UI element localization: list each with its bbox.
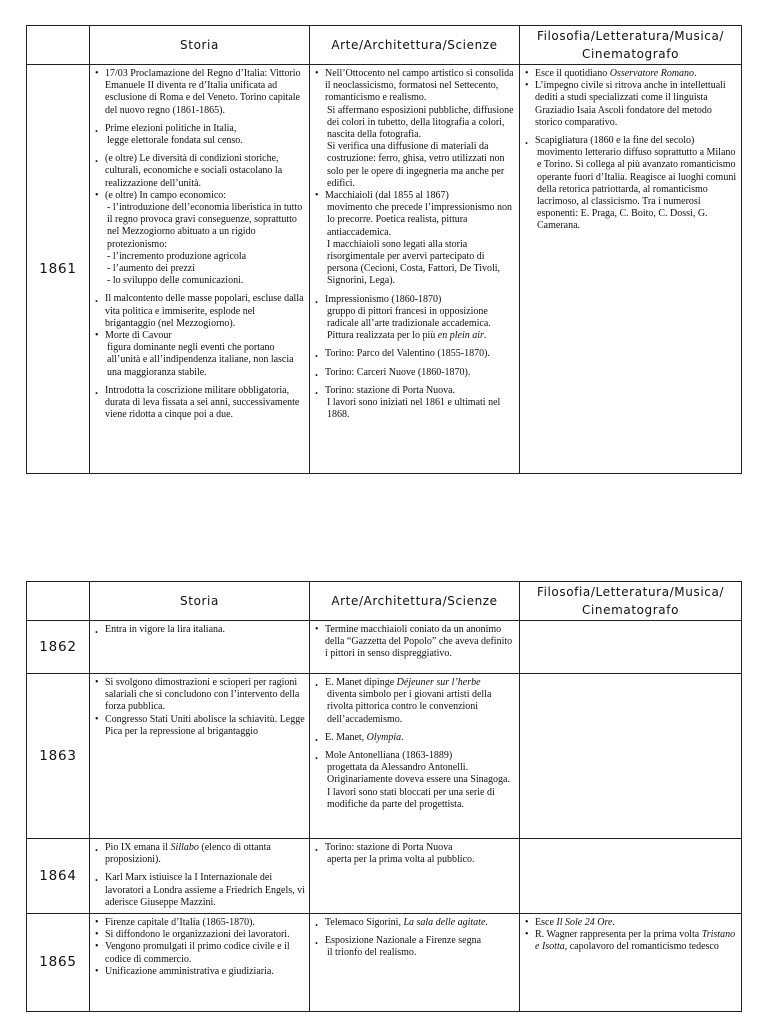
entry-title: . Scapigliatura (1860 e la fine del secolo)	[535, 135, 695, 147]
entry-title: . Torino: stazione di Porta Nuova	[325, 842, 453, 853]
entry-title: . Telemaco Sigorini, La sala delle agitate.	[325, 917, 488, 928]
list-item	[524, 917, 737, 929]
entry-text: - l’introduzione dell’economia liberistica in tutto il regno provoca gravi conseguenze, soprattutto nel Mezzogiorno abituato a un rigido protezionismo: - l’incremento produzione agricola - l’aumento dei prezzi - lo sviluppo delle comunicazioni.	[107, 202, 303, 287]
entry-text: aperta per la prima volta al pubblico.	[327, 854, 475, 866]
header-filosofia: Filosofia/Letteratura/Musica/ Cinematografo	[520, 582, 742, 621]
list-item	[94, 941, 305, 965]
entry-list	[94, 68, 305, 421]
table-row	[27, 674, 742, 839]
entry-title: • L’impegno civile si ritrova anche in intellettuali dediti a studi specializzati come il linguista Graziadio Isaia Ascoli fondatore del metodo storico comparativo.	[535, 80, 726, 128]
list-item	[314, 732, 515, 744]
entry-title: • Si svolgono dimostrazioni e scioperi per ragioni salariali che si concludono con l’intervento della forza pubblica.	[105, 677, 300, 713]
entry-title: • Firenze capitale d’Italia (1865-1870).	[105, 917, 255, 928]
entry-list	[314, 842, 515, 866]
list-item	[94, 385, 305, 422]
entry-title: . Entra in vigore la lira italiana.	[105, 624, 225, 635]
list-item	[94, 68, 305, 117]
table-row	[27, 621, 742, 674]
list-item	[314, 68, 515, 190]
entry-text: diventa simbolo per i giovani artisti della rivolta pittorica contro le convenzioni dell’accademismo.	[327, 689, 492, 725]
entry-text: I lavori sono iniziati nel 1861 e ultimati nel 1868.	[327, 397, 501, 421]
list-item	[314, 190, 515, 288]
header-year-cell	[27, 582, 90, 621]
table-row	[27, 839, 742, 914]
entry-title: • Esce il quotidiano Osservatore Romano.	[535, 68, 697, 79]
entry-title: • Unificazione amministrativa e giudiziaria.	[105, 965, 274, 977]
header-storia: Storia	[90, 26, 310, 65]
entry-title: • (e oltre) In campo economico:	[105, 189, 227, 201]
entry-text: il trionfo del realismo.	[327, 947, 417, 959]
entry-title: . E. Manet dipinge Déjeuner sur l’herbe	[325, 677, 481, 688]
list-item	[94, 123, 305, 147]
entry-title: . E. Manet, Olympia.	[325, 731, 404, 743]
list-item	[524, 68, 737, 80]
entry-title: . Torino: Carceri Nuove (1860-1870).	[325, 366, 471, 378]
storia-cell	[90, 65, 310, 474]
timeline-table-1861	[26, 25, 742, 474]
list-item	[94, 917, 305, 929]
entry-list	[314, 68, 515, 421]
header-filosofia: Filosofia/Letteratura/Musica/ Cinematografo	[520, 26, 742, 65]
entry-title: • Macchiaioli (dal 1855 al 1867)	[325, 190, 449, 202]
timeline-table-1862-1865	[26, 581, 742, 1012]
list-item	[314, 367, 515, 379]
entry-title: • Termine macchiaioli coniato da un anonimo della “Gazzetta del Popolo” che aveva definito i pittori in senso dispreggiativo.	[325, 624, 513, 660]
entry-list	[94, 842, 305, 909]
arte-cell	[310, 65, 520, 474]
header-arte: Arte/Architettura/Scienze	[310, 26, 520, 65]
entry-list	[94, 677, 305, 738]
entry-title: • R. Wagner rappresenta per la prima volta Tristano e Isotta, capolavoro del romanticismo tedesco	[535, 929, 736, 953]
list-item	[94, 929, 305, 941]
year-cell: 1864	[27, 839, 90, 914]
list-item	[94, 842, 305, 866]
filosofia-cell	[520, 839, 742, 914]
entry-title: . Pio IX emana il Sillabo (elenco di ottanta proposizioni).	[105, 842, 271, 866]
list-item	[524, 80, 737, 129]
list-item	[314, 677, 515, 726]
entry-list	[524, 68, 737, 233]
entry-text: Si affermano esposizioni pubbliche, diffusione dei colori in tubetto, della litografia a colori, nascita della fotografia. Si verifica una diffusione di materiali da costruzione: ferro, ghisa, vetro utilizzati non solo per le opere di ingegneria ma anche per edifici.	[327, 104, 514, 189]
storia-cell	[90, 839, 310, 914]
entry-list	[314, 677, 515, 811]
entry-title: • Congresso Stati Uniti abolisce la schiavitù. Legge Pica per la repressione al brigantaggio	[105, 713, 305, 737]
filosofia-cell	[520, 621, 742, 674]
entry-text: movimento letterario diffuso soprattutto a Milano e Torino. Si collega al più avanzato romanticismo operante fuori d’Italia. Reagisce ai luoghi comuni della retorica patriottarda, al romanticismo lacrimoso, al classicismo. Tra i numerosi esponenti: E. Praga, C. Boito, C. Dossi, G. Camerana.	[537, 147, 737, 232]
list-item	[94, 966, 305, 978]
storia-cell	[90, 674, 310, 839]
list-item	[314, 294, 515, 343]
entry-text: progettata da Alessandro Antonelli. Originariamente doveva essere una Sinagoga. I lavori sono stati bloccati per una serie di modifiche da parte del progettista.	[327, 762, 510, 810]
list-item	[94, 293, 305, 330]
entry-text: legge elettorale fondata sul censo.	[107, 135, 243, 147]
list-item	[524, 929, 737, 953]
entry-title: . Torino: Parco del Valentino (1855-1870).	[325, 348, 490, 360]
entry-list	[94, 917, 305, 978]
list-item	[94, 714, 305, 738]
entry-title: • Si diffondono le organizzazioni dei lavoratori.	[105, 929, 290, 941]
arte-cell	[310, 674, 520, 839]
year-cell: 1861	[27, 65, 90, 474]
entry-title: . (e oltre) Le diversità di condizioni storiche, culturali, economiche e sociali ostacolano la realizzazione dell’unità.	[105, 153, 283, 189]
table-header-row	[27, 26, 742, 65]
list-item	[314, 348, 515, 360]
entry-list	[314, 917, 515, 960]
entry-title: • Morte di Cavour	[105, 330, 172, 342]
list-item	[94, 190, 305, 288]
filosofia-cell	[520, 65, 742, 474]
year-cell: 1863	[27, 674, 90, 839]
filosofia-cell	[520, 914, 742, 1012]
header-year-cell	[27, 26, 90, 65]
year-cell: 1865	[27, 914, 90, 1012]
list-item	[94, 624, 305, 636]
list-item	[314, 624, 515, 661]
header-storia: Storia	[90, 582, 310, 621]
entry-text: gruppo di pittori francesi in opposizione radicale all’arte tradizionale accademica. Pittura realizzata per lo più en plein air.	[327, 305, 491, 342]
table-header-row	[27, 582, 742, 621]
list-item	[94, 677, 305, 714]
list-item	[524, 135, 737, 233]
list-item	[314, 750, 515, 811]
table-row	[27, 914, 742, 1012]
table-row	[27, 65, 742, 474]
list-item	[94, 330, 305, 379]
list-item	[314, 917, 515, 929]
arte-cell	[310, 621, 520, 674]
list-item	[94, 153, 305, 190]
entry-title: • Esce Il Sole 24 Ore.	[535, 917, 615, 928]
entry-title: . Mole Antonelliana (1863-1889)	[325, 750, 453, 762]
entry-title: • Vengono promulgati il primo codice civile e il codice di commercio.	[105, 941, 290, 965]
entry-text: movimento che precede l’impressionismo non lo precorre. Poetica realista, pittura antiaccademica. I macchiaioli sono legati alla storia risorgimentale per avervi partecipato di persona (Cecioni, Costa, Fattori, De Tivoli, Signorini, Lega).	[327, 202, 512, 287]
entry-title: • 17/03 Proclamazione del Regno d’Italia: Vittorio Emanuele II diventa re d’Italia unificata ad esclusione di Roma e del Veneto. Torino capitale del nuovo regno (1861-1865).	[105, 68, 301, 116]
entry-title: • Nell’Ottocento nel campo artistico si consolida il neoclassicismo, formatosi nel Settecento, romanticismo e realismo.	[325, 68, 514, 104]
list-item	[94, 872, 305, 909]
entry-title: . Prime elezioni politiche in Italia,	[105, 122, 237, 134]
storia-cell	[90, 914, 310, 1012]
entry-title: . Karl Marx istiuisce la I Internazionale dei lavoratori a Londra assieme a Friedrich Engels, vi aderisce Giuseppe Mazzini.	[105, 872, 305, 908]
arte-cell	[310, 914, 520, 1012]
list-item	[314, 385, 515, 422]
storia-cell	[90, 621, 310, 674]
list-item	[314, 842, 515, 866]
entry-title: . Torino: stazione di Porta Nuova.	[325, 384, 456, 396]
entry-title: . Impressionismo (1860-1870)	[325, 293, 442, 305]
entry-title: . Introdotta la coscrizione militare obbligatoria, durata di leva fissata a sei anni, successivamente viene ridotta a cinque poi a due.	[105, 384, 300, 421]
arte-cell	[310, 839, 520, 914]
entry-list	[524, 917, 737, 954]
entry-list	[94, 624, 305, 636]
list-item	[314, 935, 515, 959]
entry-list	[314, 624, 515, 661]
entry-title: . Il malcontento delle masse popolari, escluse dalla vita politica e immiserite, esplode nel brigantaggio (nel Mezzogiorno).	[105, 293, 304, 329]
filosofia-cell	[520, 674, 742, 839]
header-arte: Arte/Architettura/Scienze	[310, 582, 520, 621]
year-cell: 1862	[27, 621, 90, 674]
entry-title: . Esposizione Nazionale a Firenze segna	[325, 935, 482, 947]
entry-text: figura dominante negli eventi che portano all’unità e all’indipendenza italiane, non lascia una maggioranza stabile.	[107, 342, 294, 378]
